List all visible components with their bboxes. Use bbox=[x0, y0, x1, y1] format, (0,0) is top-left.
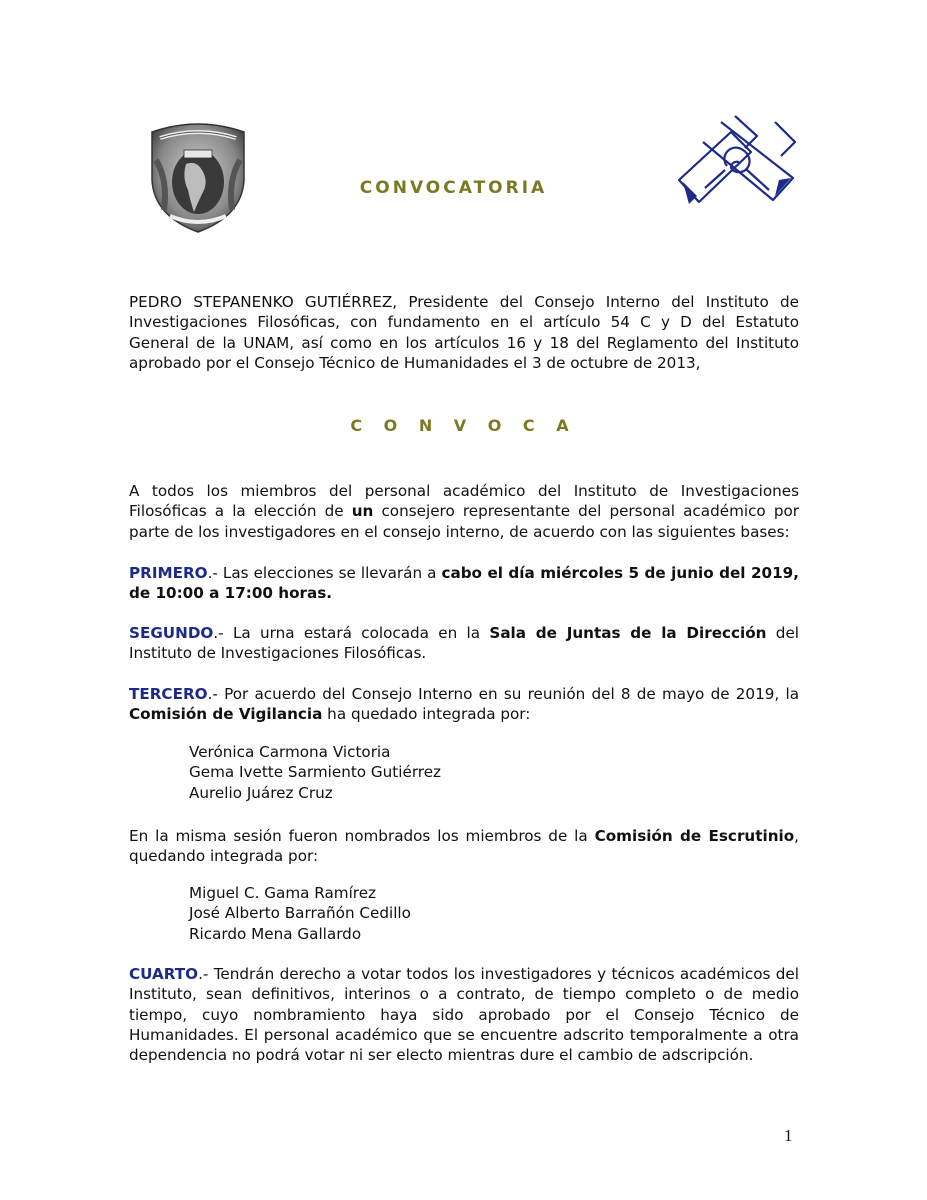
tercero-label: TERCERO bbox=[129, 685, 208, 703]
primero-bold: cabo el día miércoles 5 de junio del 2019, de 10:00 a 17:00 horas. bbox=[129, 564, 799, 603]
escrutinio-paragraph: En la misma sesión fueron nombrados los miembros de la Comisión de Escrutinio, quedando integrada por: bbox=[129, 827, 799, 866]
page-number: 1 bbox=[784, 1126, 793, 1145]
list-item: Gema Ivette Sarmiento Gutiérrez bbox=[189, 763, 442, 782]
segundo-paragraph: SEGUNDO.- La urna estará colocada en la Sala de Juntas de la Dirección del Instituto de Investigaciones Filosóficas. bbox=[129, 624, 800, 663]
intro-paragraph: PEDRO STEPANENKO GUTIÉRREZ, Presidente del Consejo Interno del Instituto de Investigaciones Filosóficas, con fundamento en el artículo 54 C y D del Estatuto General de la UNAM, así como en los artículos 16 y 18 del Reglamento del Instituto aprobado por el Consejo Técnico de Humanidades el 3 de octubre de 2013, bbox=[129, 293, 799, 372]
iif-logo-icon bbox=[675, 112, 797, 212]
escrutinio-list bbox=[189, 883, 411, 944]
primero-label: PRIMERO bbox=[129, 564, 208, 582]
list-item: Verónica Carmona Victoria bbox=[189, 743, 391, 761]
primero-paragraph: PRIMERO.- Las elecciones se llevarán a cabo el día miércoles 5 de junio del 2019, de 10:00 a 17:00 horas. bbox=[129, 564, 799, 603]
tercero-paragraph: TERCERO.- Por acuerdo del Consejo Interno en su reunión del 8 de mayo de 2019, la Comisión de Vigilancia ha quedado integrada por: bbox=[129, 685, 799, 724]
list-item: Aurelio Juárez Cruz bbox=[189, 783, 333, 802]
call-bold: un bbox=[351, 502, 374, 521]
tercero-bold: Comisión de Vigilancia bbox=[129, 705, 323, 724]
unam-seal-icon bbox=[146, 120, 250, 234]
cuarto-label: CUARTO bbox=[129, 965, 199, 983]
list-item: José Alberto Barrañón Cedillo bbox=[189, 904, 411, 923]
segundo-label: SEGUNDO bbox=[129, 624, 214, 642]
segundo-bold: Sala de Juntas de la Dirección bbox=[489, 624, 767, 642]
call-paragraph: A todos los miembros del personal académico del Instituto de Investigaciones Filosóficas a la elección de un consejero representante del personal académico por parte de los investigadores en el consejo interno, de acuerdo con las siguientes bases: bbox=[129, 482, 799, 541]
list-item: Miguel C. Gama Ramírez bbox=[189, 884, 377, 902]
page-title: CONVOCATORIA bbox=[359, 178, 548, 198]
convoca-heading: C O N V O C A bbox=[350, 416, 577, 435]
list-item: Ricardo Mena Gallardo bbox=[189, 924, 362, 943]
escrutinio-bold: Comisión de Escrutinio bbox=[594, 827, 795, 845]
cuarto-paragraph: CUARTO.- Tendrán derecho a votar todos los investigadores y técnicos académicos del Instituto, sean definitivos, interinos o a contrato, de tiempo completo o de medio tiempo, cuyo nombramiento haya sido aprobado por el Consejo Técnico de Humanidades. El personal académico que se encuentre adscrito temporalmente a otra dependencia no podrá votar ni ser electo mientras dure el cambio de adscripción. bbox=[129, 965, 799, 1065]
vigilancia-list bbox=[189, 742, 441, 803]
